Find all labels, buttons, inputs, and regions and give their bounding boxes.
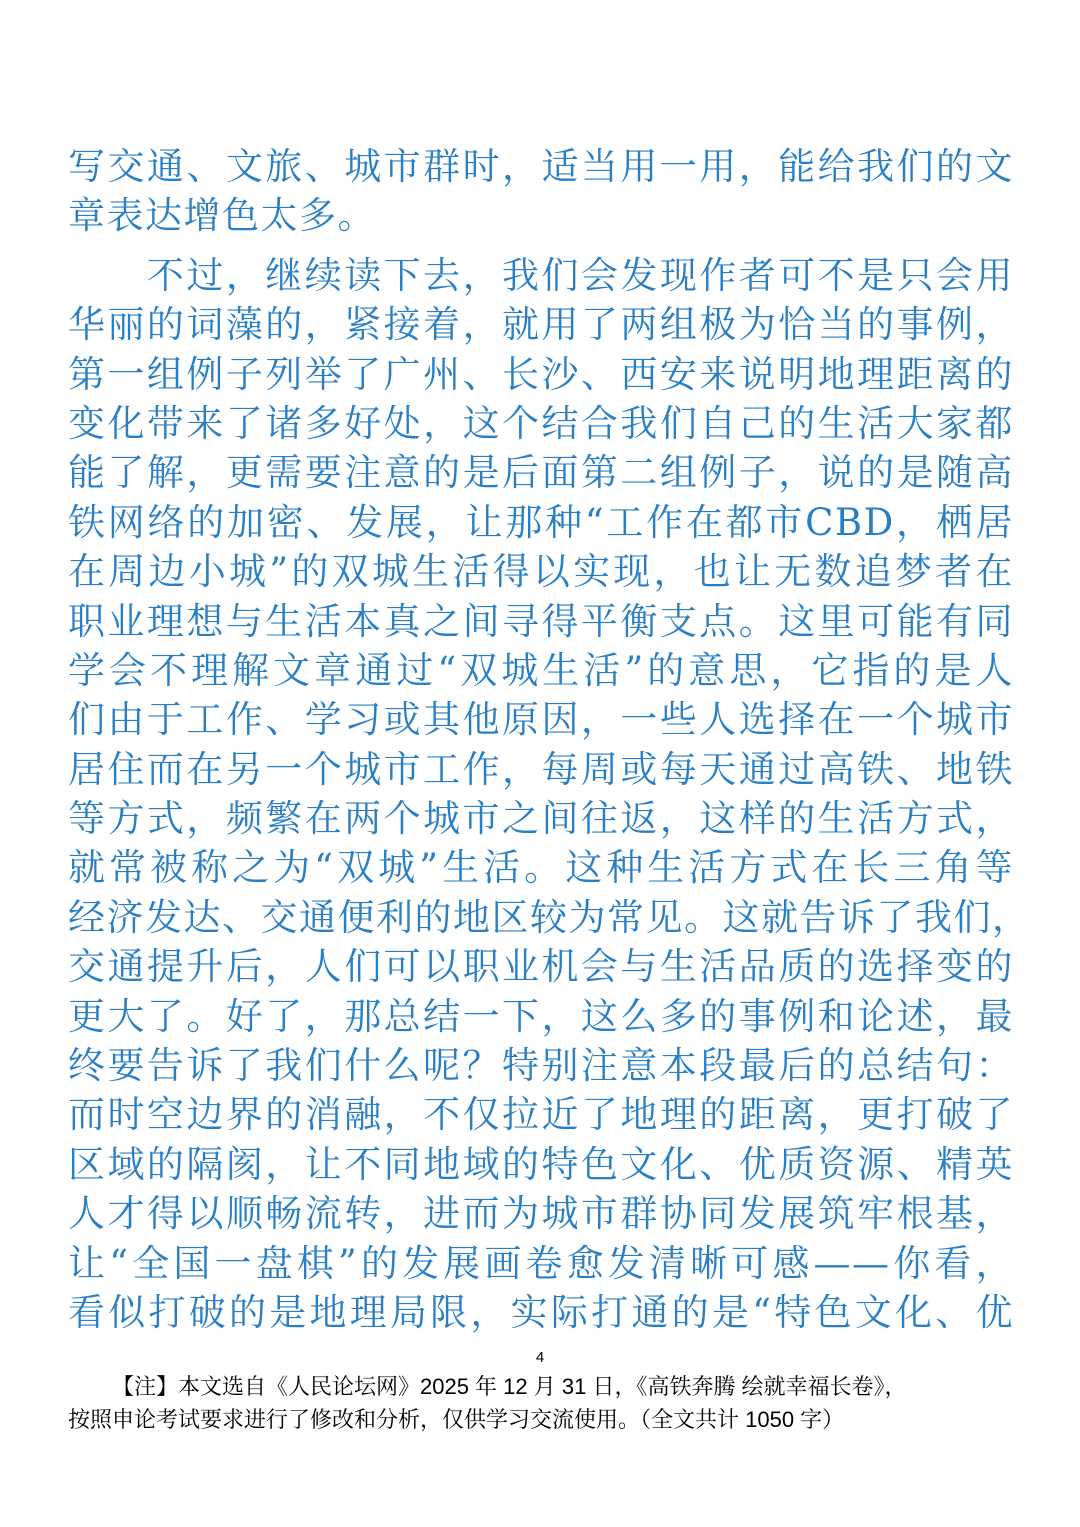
body-line: 经济发达、交通便利的地区较为常见。这就告诉了我们， <box>68 895 1031 939</box>
body-line: 区域的隔阂，让不同地域的特色文化、优质资源、精英 <box>68 1142 1014 1186</box>
body-line: 而时空边界的消融，不仅拉近了地理的距离，更打破了 <box>68 1093 1014 1137</box>
body-line: 人才得以顺畅流转，进而为城市群协同发展筑牢根基， <box>68 1192 1014 1236</box>
body-line: 看似打破的是地理局限，实际打通的是“特色文化、优 <box>68 1290 1014 1334</box>
body-line: 学会不理解文章通过“双城生活”的意思，它指的是人 <box>68 648 1014 692</box>
body-line: 章表达增色太多。 <box>68 194 376 238</box>
article-body <box>68 142 1031 1337</box>
body-line: 们由于工作、学习或其他原因，一些人选择在一个城市 <box>68 698 1014 742</box>
body-line: 写交通、文旅、城市群时，适当用一用，能给我们的文 <box>68 145 1014 188</box>
source-note-line: 按照申论考试要求进行了修改和分析，仅供学习交流使用。（全文共计 1050 字） <box>68 1407 845 1432</box>
body-line: 等方式，频繁在两个城市之间往返，这样的生活方式， <box>68 797 1014 841</box>
source-note <box>68 1370 1018 1436</box>
body-line: 第一组例子列举了广州、长沙、西安来说明地理距离的 <box>68 352 1014 396</box>
body-line: 变化带来了诸多好处，这个结合我们自己的生活大家都 <box>68 401 1014 445</box>
body-line: 终要告诉了我们什么呢？特别注意本段最后的总结句： <box>68 1044 1014 1088</box>
body-line: 居住而在另一个城市工作，每周或每天通过高铁、地铁 <box>68 747 1014 791</box>
body-line: 让“全国一盘棋”的发展画卷愈发清晰可感——你看， <box>68 1241 1014 1285</box>
body-line: 更大了。好了，那总结一下，这么多的事例和论述，最 <box>68 994 1014 1038</box>
paragraph-gap <box>68 241 1014 251</box>
body-line: 职业理想与生活本真之间寻得平衡支点。这里可能有同 <box>68 599 1014 643</box>
body-line: 能了解，更需要注意的是后面第二组例子，说的是随高 <box>68 451 1014 495</box>
source-note-line: 【注】本文选自《人民论坛网》2025 年 12 月 31 日，《高铁奔腾 绘就幸福长卷》， <box>112 1374 907 1399</box>
page-number: 4 <box>535 1349 545 1366</box>
body-line: 华丽的词藻的，紧接着，就用了两组极为恰当的事例， <box>68 303 1014 347</box>
body-line: 交通提升后，人们可以职业机会与生活品质的选择变的 <box>68 945 1014 989</box>
body-line: 在周边小城”的双城生活得以实现，也让无数追梦者在 <box>68 550 1014 594</box>
body-line: 不过，继续读下去，我们会发现作者可不是只会用 <box>68 253 1014 297</box>
body-line: 铁网络的加密、发展，让那种“工作在都市CBD，栖居 <box>68 500 1014 544</box>
body-line: 就常被称之为“双城”生活。这种生活方式在长三角等 <box>68 846 1014 890</box>
